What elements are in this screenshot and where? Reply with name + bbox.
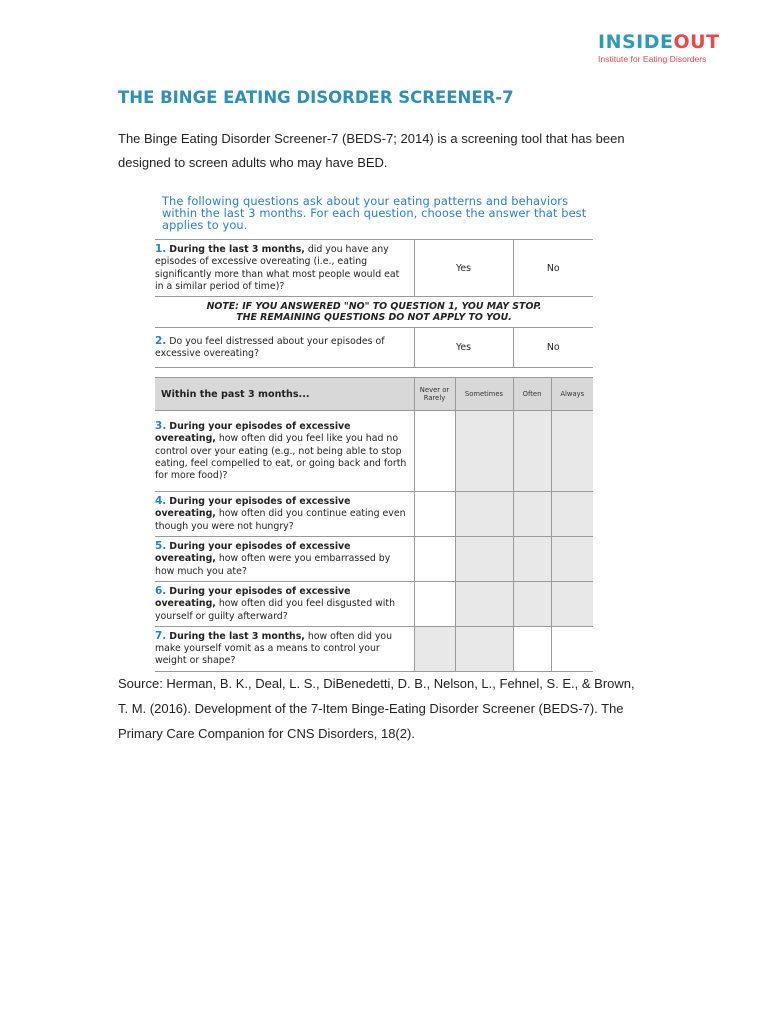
q7-always-box[interactable] — [551, 626, 593, 671]
frequency-header-label: Within the past 3 months... — [155, 378, 414, 411]
question-1-lead: During the last 3 months, — [169, 244, 305, 255]
q5-sometimes-box[interactable] — [455, 537, 513, 582]
option-sometimes: Sometimes — [455, 378, 513, 411]
question-6-number: 6. — [155, 584, 167, 597]
question-2-body: Do you feel distressed about your episodes of excessive overeating? — [155, 335, 385, 360]
question-5-number: 5. — [155, 540, 167, 553]
question-2-yes[interactable]: Yes — [414, 328, 513, 368]
question-4-lead: During your episodes of excessive overeating, — [155, 496, 351, 520]
option-often: Often — [513, 378, 551, 411]
question-6-body: how often did you feel disgusted with yourself or guilty afterward? — [155, 598, 396, 622]
question-6-row — [155, 581, 593, 626]
question-1-row — [155, 240, 593, 297]
logo-wordmark-out: OUT — [673, 31, 720, 53]
q4-never-rarely-box[interactable] — [414, 492, 455, 537]
question-3-body: how often did you feel like you had no control over your eating (e.g., not being able to stop eating, feel compelled to eat, or going back and forth for more food)? — [155, 433, 407, 482]
beds7-questionnaire — [155, 195, 593, 672]
question-3-lead: During your episodes of excessive overeating, — [155, 420, 351, 445]
question-1-no[interactable]: No — [513, 240, 593, 297]
source-citation: Source: Herman, B. K., Deal, L. S., DiBenedetti, D. B., Nelson, L., Fehnel, S. E., & Brown, T. M. (2016). Development of the 7-Item Binge-Eating Disorder Screener (BEDS-7). The Primary Care Companion for CNS Disorders, 18(2). — [118, 676, 635, 741]
q6-always-box[interactable] — [551, 581, 593, 626]
stop-note-line-2: THE REMAINING QUESTIONS DO NOT APPLY TO YOU. — [236, 312, 512, 324]
q6-never-rarely-box[interactable] — [414, 581, 455, 626]
question-1-body: did you have any episodes of excessive overeating (i.e., eating significantly more than what most people would eat in a similar period of time)? — [155, 244, 400, 292]
question-2-no[interactable]: No — [513, 328, 593, 368]
frequency-header-row — [155, 378, 593, 411]
logo-wordmark — [598, 32, 738, 52]
stop-note — [155, 297, 593, 328]
question-5-body: how often were you embarrassed by how much you ate? — [155, 553, 391, 577]
q5-never-rarely-box[interactable] — [414, 537, 455, 582]
question-1-text — [155, 240, 414, 297]
q6-often-box[interactable] — [513, 581, 551, 626]
question-4-row — [155, 492, 593, 537]
q5-often-box[interactable] — [513, 537, 551, 582]
question-4-body: how often did you continue eating even though you were not hungry? — [155, 508, 406, 532]
q7-sometimes-box[interactable] — [455, 626, 513, 671]
question-7-number: 7. — [155, 629, 167, 642]
insideout-logo — [598, 32, 738, 64]
q4-often-box[interactable] — [513, 492, 551, 537]
question-4-number: 4. — [155, 495, 167, 508]
stop-note-line-1: NOTE: IF YOU ANSWERED "NO" TO QUESTION 1, YOU MAY STOP. — [206, 301, 542, 313]
q4-sometimes-box[interactable] — [455, 492, 513, 537]
question-5-lead: During your episodes of excessive overeating, — [155, 541, 351, 565]
question-7-row — [155, 626, 593, 671]
questionnaire-instructions: The following questions ask about your eating patterns and behaviors within the last 3 months. For each question, choose the answer that best applies to you. — [162, 194, 587, 232]
q4-always-box[interactable] — [551, 492, 593, 537]
question-6-text — [155, 581, 414, 626]
question-2-number: 2. — [155, 334, 167, 347]
question-7-text — [155, 626, 414, 671]
question-5-row — [155, 537, 593, 582]
question-7-lead: During the last 3 months, — [169, 630, 305, 642]
logo-wordmark-inside: INSIDE — [598, 31, 674, 53]
question-6-lead: During your episodes of excessive overeating, — [155, 585, 351, 610]
question-7-body: how often did you make yourself vomit as a means to control your weight or shape? — [155, 630, 393, 667]
question-2-text — [155, 328, 414, 368]
q3-never-rarely-box[interactable] — [414, 411, 455, 492]
question-4-text — [155, 492, 414, 537]
question-5-text — [155, 537, 414, 582]
note-row — [155, 297, 593, 328]
q3-sometimes-box[interactable] — [455, 411, 513, 492]
question-1-yes[interactable]: Yes — [414, 240, 513, 297]
q5-always-box[interactable] — [551, 537, 593, 582]
logo-subtitle: Institute for Eating Disorders — [598, 54, 707, 64]
q6-sometimes-box[interactable] — [455, 581, 513, 626]
option-always: Always — [551, 378, 593, 411]
option-never-rarely: Never or Rarely — [414, 378, 455, 411]
question-3-row — [155, 411, 593, 492]
question-3-text — [155, 411, 414, 492]
question-3-number: 3. — [155, 419, 167, 432]
q3-often-box[interactable] — [513, 411, 551, 492]
intro-paragraph: The Binge Eating Disorder Screener-7 (BEDS-7; 2014) is a screening tool that has been designed to screen adults who may have BED. — [118, 131, 625, 170]
question-1-number: 1. — [155, 243, 167, 255]
questionnaire-table — [155, 239, 593, 672]
spacer-row — [155, 368, 593, 378]
q3-always-box[interactable] — [551, 411, 593, 492]
question-2-row — [155, 328, 593, 368]
page-title: THE BINGE EATING DISORDER SCREENER-7 — [118, 88, 514, 107]
q7-never-rarely-box[interactable] — [414, 626, 455, 671]
q7-often-box[interactable] — [513, 626, 551, 671]
